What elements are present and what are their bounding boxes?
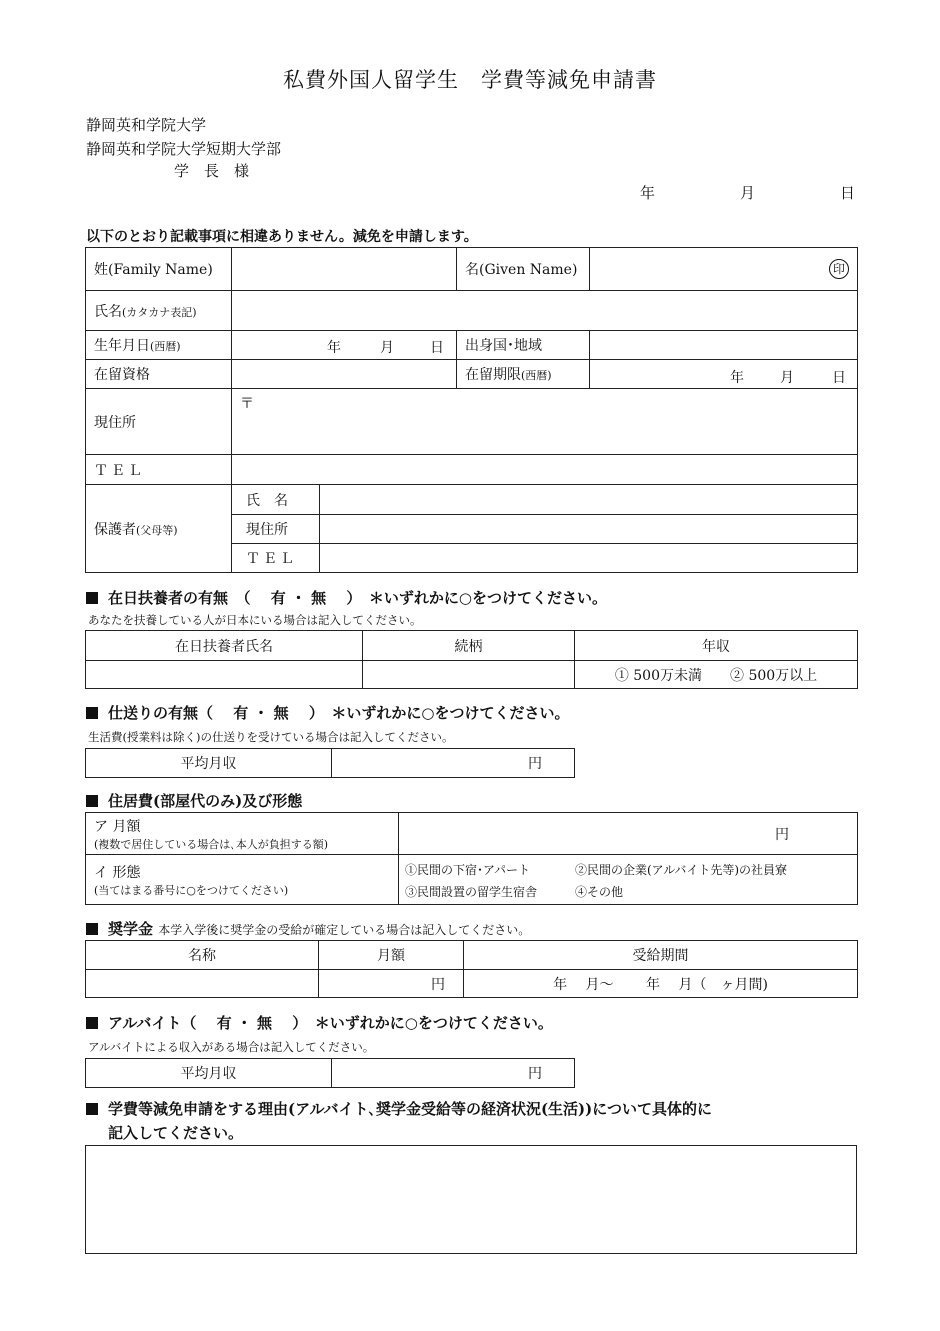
square-bullet-icon <box>86 1103 98 1115</box>
katakana-note: (カタカナ表記) <box>122 305 197 319</box>
given-name-label: 名(Given Name) <box>457 248 590 291</box>
remittance-unit: 円 <box>528 756 542 772</box>
scholarship-period-field[interactable] <box>464 970 858 998</box>
supporter-income-header: 年収 <box>575 631 858 661</box>
scholarship-monthly-field[interactable] <box>319 970 464 998</box>
supporter-heading <box>86 587 607 608</box>
address-label: 現住所 <box>86 389 232 455</box>
birthdate-field[interactable] <box>232 331 457 360</box>
katakana-label-text: 氏名 <box>94 303 122 320</box>
scholarship-monthly-header: 月額 <box>319 941 464 970</box>
square-bullet-icon <box>86 795 98 807</box>
square-bullet-icon <box>86 707 98 719</box>
scholarship-heading-text: 奨学金 <box>108 920 154 938</box>
scholarship-name-header: 名称 <box>86 941 319 970</box>
parttime-amount-field[interactable] <box>332 1059 575 1088</box>
applicant-info-table <box>85 247 858 573</box>
housing-option-student-dorm[interactable]: ③民間設置の留学生宿舎 <box>405 885 538 899</box>
birth-day-unit: 日 <box>430 340 444 356</box>
income-option-over[interactable]: ② 500万以上 <box>730 667 818 684</box>
remittance-amount-field[interactable] <box>332 749 575 778</box>
guardian-address-field[interactable] <box>320 515 858 544</box>
residence-status-label: 在留資格 <box>86 360 232 389</box>
birthdate-label-text: 生年月日 <box>94 338 150 354</box>
supporter-relation-field[interactable] <box>363 661 575 689</box>
housing-option-company-dorm[interactable]: ②民間の企業(アルバイト先等)の社員寮 <box>575 863 788 877</box>
period-day-unit: 日 <box>832 370 846 386</box>
housing-monthly-unit: 円 <box>775 826 789 843</box>
housing-type-note: (当てはまる番号に○をつけてください) <box>94 883 289 897</box>
housing-monthly-label-text: ア 月額 <box>94 818 141 835</box>
addressee-junior-college: 静岡英和学院大学短期大学部 <box>86 140 282 158</box>
guardian-name-field[interactable] <box>320 485 858 515</box>
square-bullet-icon <box>86 1017 98 1029</box>
parttime-heading-text: アルバイト（ 有 ・ 無 ） ＊いずれかに○をつけてください。 <box>108 1014 553 1032</box>
scholarship-period-text: 年 月～ 年 月（ ヶ月間) <box>553 976 768 993</box>
guardian-label <box>86 485 232 573</box>
birthdate-label <box>86 331 232 360</box>
housing-option-other[interactable]: ④その他 <box>575 885 624 899</box>
remittance-heading-text: 仕送りの有無（ 有 ・ 無 ） ＊いずれかに○をつけてください。 <box>108 704 570 722</box>
reason-heading-line1: 学費等減免申請をする理由(アルバイト､奨学金受給等の経済状況(生活))について具体的に <box>108 1100 712 1118</box>
period-year-unit: 年 <box>730 370 744 386</box>
tel-label: ＴＥＬ <box>86 455 232 485</box>
guardian-address-label: 現住所 <box>232 515 320 544</box>
income-option-under[interactable]: ① 500万未満 <box>614 667 702 684</box>
declaration-text: 以下のとおり記載事項に相違ありません。減免を申請します。 <box>86 229 478 245</box>
page-title: 私費外国人留学生 学費等減免申請書 <box>283 68 657 92</box>
country-label: 出身国･地域 <box>457 331 590 360</box>
scholarship-table <box>85 940 858 998</box>
tel-field[interactable] <box>232 455 858 485</box>
scholarship-note: 本学入学後に奨学金の受給が確定している場合は記入してください。 <box>158 923 531 937</box>
residence-period-field[interactable] <box>590 360 858 389</box>
housing-option-apartment[interactable]: ①民間の下宿･アパート <box>405 863 531 877</box>
remittance-heading <box>86 702 569 723</box>
remittance-label: 平均月収 <box>86 749 332 778</box>
housing-table <box>85 812 858 905</box>
birthdate-note: (西暦) <box>150 340 181 353</box>
supporter-note: あなたを扶養している人が日本にいる場合は記入してください。 <box>88 613 422 627</box>
scholarship-name-field[interactable] <box>86 970 319 998</box>
housing-type-label <box>86 855 399 905</box>
square-bullet-icon <box>86 923 98 935</box>
guardian-label-text: 保護者 <box>94 521 136 538</box>
postal-mark: 〒 <box>240 396 254 412</box>
date-day-label: 日 <box>840 184 856 202</box>
remittance-table <box>85 748 575 778</box>
supporter-name-header: 在日扶養者氏名 <box>86 631 363 661</box>
residence-period-label <box>457 360 590 389</box>
housing-monthly-field[interactable] <box>399 813 858 855</box>
birth-month-unit: 月 <box>380 340 394 356</box>
scholarship-period-header: 受給期間 <box>464 941 858 970</box>
parttime-label: 平均月収 <box>86 1059 332 1088</box>
period-month-unit: 月 <box>780 370 794 386</box>
supporter-name-field[interactable] <box>86 661 363 689</box>
seal-mark: 印 <box>829 259 849 279</box>
family-name-label: 姓(Family Name) <box>86 248 232 291</box>
remittance-note: 生活費(授業料は除く)の仕送りを受けている場合は記入してください。 <box>88 730 454 744</box>
parttime-note: アルバイトによる収入がある場合は記入してください。 <box>88 1040 375 1054</box>
addressee-president: 学 長 様 <box>174 162 250 180</box>
housing-type-label-text: イ 形態 <box>94 864 141 881</box>
parttime-table <box>85 1058 575 1088</box>
period-note: (西暦) <box>521 369 552 382</box>
housing-monthly-label <box>86 813 399 855</box>
supporter-relation-header: 続柄 <box>363 631 575 661</box>
housing-heading <box>86 790 302 811</box>
period-label-text: 在留期限 <box>465 367 521 383</box>
family-name-field[interactable] <box>232 248 457 291</box>
housing-heading-text: 住居費(部屋代のみ)及び形態 <box>108 792 303 810</box>
reason-textbox[interactable] <box>85 1145 857 1254</box>
birth-year-unit: 年 <box>327 340 341 356</box>
supporter-heading-text: 在日扶養者の有無 （ 有 ・ 無 ） ＊いずれかに○をつけてください。 <box>108 589 607 607</box>
residence-status-field[interactable] <box>232 360 457 389</box>
parttime-unit: 円 <box>528 1066 542 1082</box>
housing-monthly-note: (複数で居住している場合は､本人が負担する額) <box>94 837 329 851</box>
supporter-income-options[interactable] <box>575 661 858 689</box>
addressee-university: 静岡英和学院大学 <box>86 116 207 134</box>
guardian-name-label: 氏 名 <box>232 485 320 515</box>
guardian-tel-label: ＴＥＬ <box>232 544 320 573</box>
date-year-label: 年 <box>640 184 656 202</box>
date-month-label: 月 <box>740 184 756 202</box>
guardian-note: (父母等) <box>136 523 178 537</box>
parttime-heading <box>86 1012 553 1033</box>
guardian-tel-field[interactable] <box>320 544 858 573</box>
address-field[interactable] <box>232 389 858 455</box>
reason-heading-line2: 記入してください。 <box>108 1124 244 1142</box>
scholarship-heading <box>86 918 530 939</box>
scholarship-unit: 円 <box>431 976 445 993</box>
country-field[interactable] <box>590 331 858 360</box>
katakana-name-field[interactable] <box>232 291 858 331</box>
supporter-table <box>85 630 858 689</box>
housing-type-options[interactable] <box>399 855 858 905</box>
katakana-name-label <box>86 291 232 331</box>
given-name-field[interactable] <box>590 248 858 291</box>
square-bullet-icon <box>86 592 98 604</box>
reason-heading <box>86 1098 712 1119</box>
